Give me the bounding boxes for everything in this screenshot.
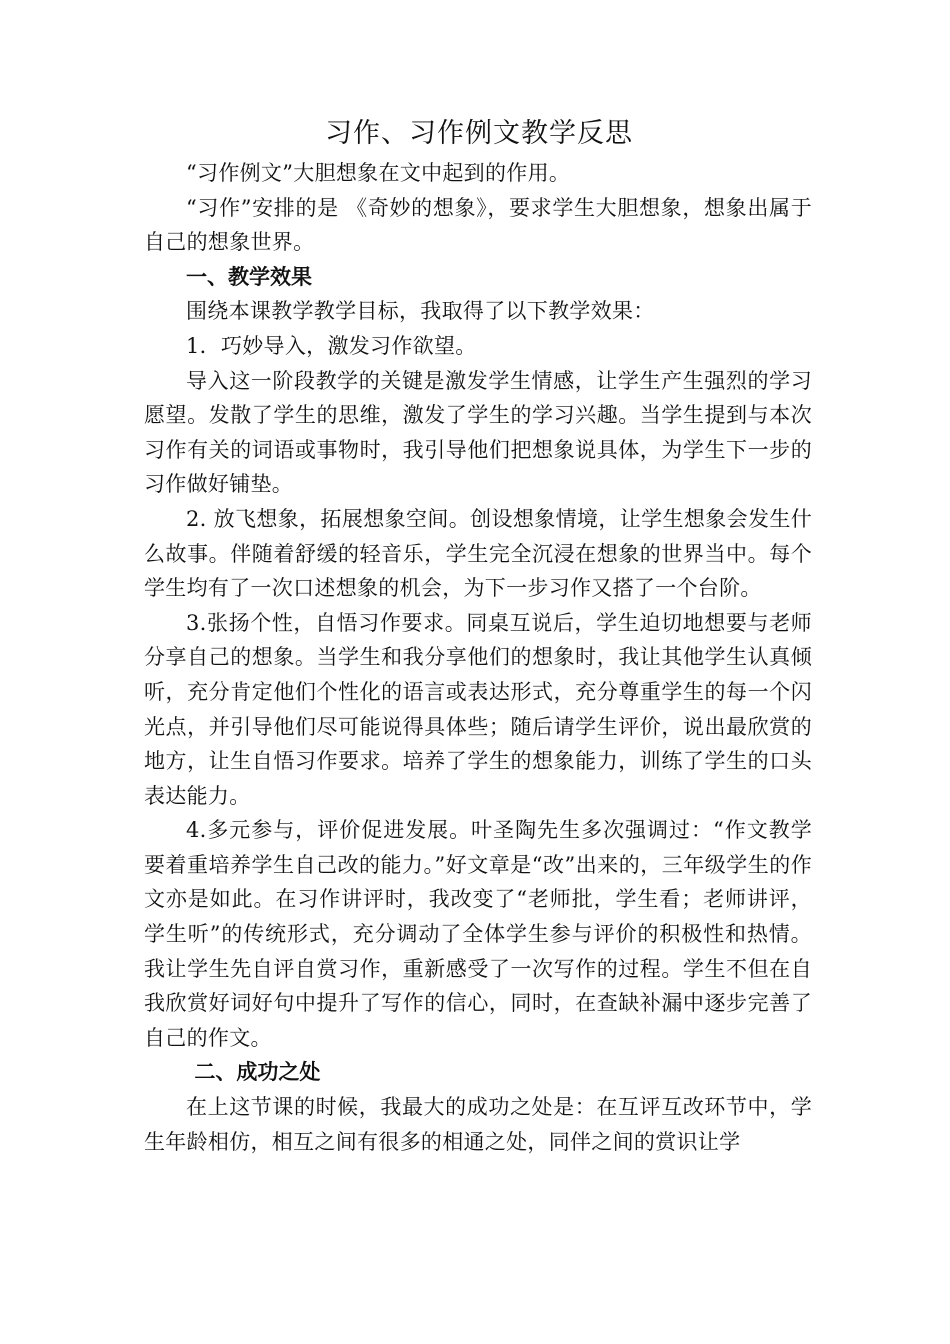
paragraph-point-2: 2. 放飞想象，拓展想象空间。创设想象情境，让学生想象会发生什么故事。伴随着舒缓的轻音乐，学生完全沉浸在想象的世界当中。每个学生均有了一次口述想象的机会，为下一步习作又搭了一个台阶。	[144, 506, 812, 601]
section-heading-teaching-effect: 一、教学效果	[186, 263, 312, 289]
paragraph-point-1-title: 1．巧妙导入，激发习作欲望。	[186, 333, 477, 358]
paragraph-intro-example: “习作例文”大胆想象在文中起到的作用。	[186, 161, 571, 185]
paragraph-effects-intro: 围绕本课教学教学目标，我取得了以下教学效果：	[186, 299, 655, 324]
paragraph-point-4: 4.多元参与，评价促进发展。叶圣陶先生多次强调过：“作文教学要着重培养学生自己改的能力。”好文章是“改”出来的，三年级学生的作文亦是如此。在习作讲评时，我改变了“老师批，学生看；老师讲评，学生听”的传统形式，充分调动了全体学生参与评价的积极性和热情。我让学生先自评自赏习作，重新感受了一次写作的过程。学生不但在自我欣赏好词好句中提升了写作的信心，同时，在查缺补漏中逐步完善了自己的作文。	[144, 818, 812, 1050]
paragraph-point-1-body: 导入这一阶段教学的关键是激发学生情感，让学生产生强烈的学习愿望。发散了学生的思维，激发了学生的学习兴趣。当学生提到与本次习作有关的词语或事物时，我引导他们把想象说具体，为学生下一步的习作做好铺垫。	[144, 368, 812, 497]
paragraph-intro-assignment: “习作”安排的是 《奇妙的想象》，要求学生大胆想象，想象出属于自己的想象世界。	[144, 195, 812, 255]
paragraph-success-body: 在上这节课的时候，我最大的成功之处是：在互评互改环节中，学生年龄相仿，相互之间有很多的相通之处，同伴之间的赏识让学	[144, 1095, 812, 1154]
document-page	[144, 112, 812, 1159]
document-title: 习作、习作例文教学反思	[325, 118, 633, 149]
paragraph-point-3: 3.张扬个性，自悟习作要求。同桌互说后，学生迫切地想要与老师分享自己的想象。当学生和我分享他们的想象时，我让其他学生认真倾听，充分肯定他们个性化的语言或表达形式，充分尊重学生的每一个闪光点，并引导他们尽可能说得具体些；随后请学生评价，说出最欣赏的地方，让生自悟习作要求。培养了学生的想象能力，训练了学生的口头表达能力。	[144, 610, 812, 808]
section-heading-success: 二、成功之处	[194, 1059, 321, 1085]
